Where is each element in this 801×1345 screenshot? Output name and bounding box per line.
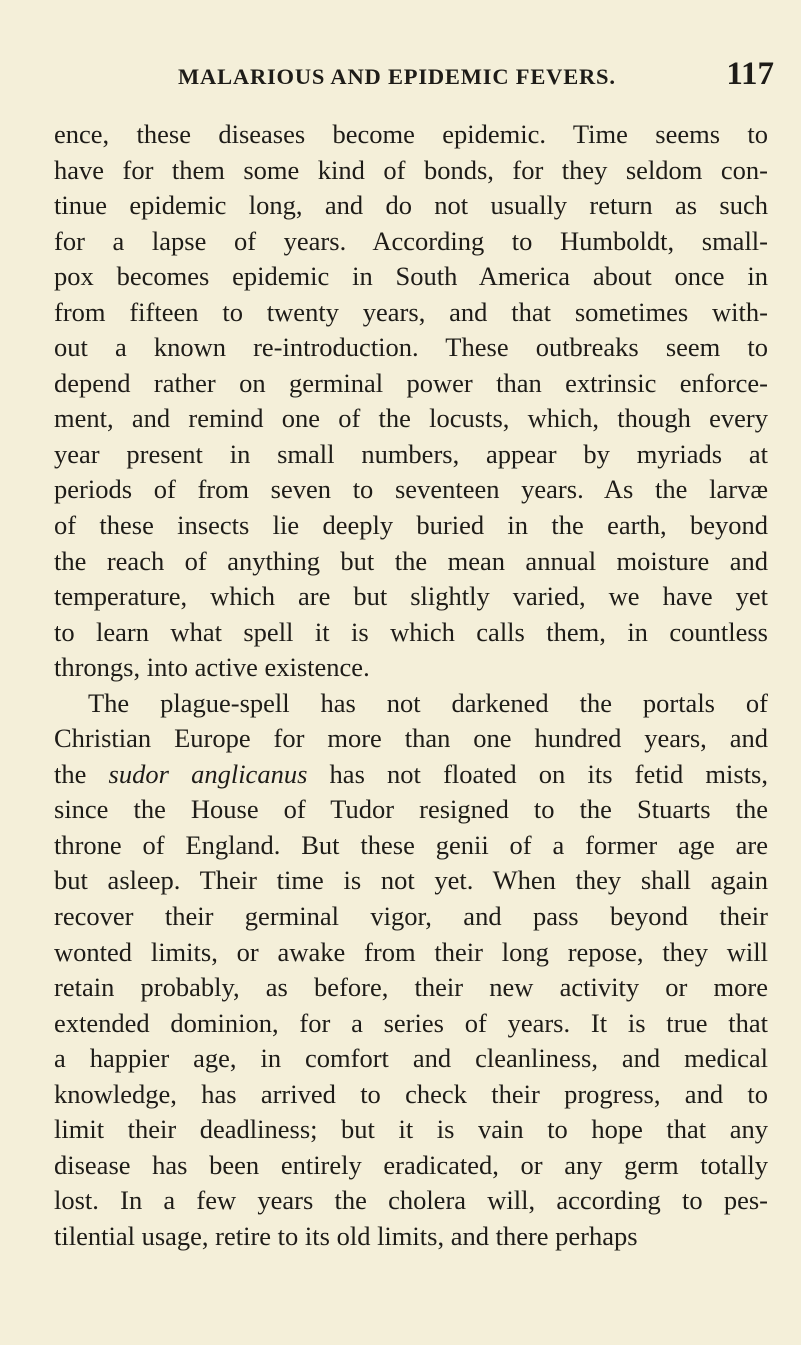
text-line: throne of England. But these genii of a former age are <box>54 829 768 860</box>
text-line: the reach of anything but the mean annual moisture and <box>54 545 768 576</box>
text-line: a happier age, in comfort and cleanliness, and medical <box>54 1043 768 1074</box>
text-line: but asleep. Their time is not yet. When they shall again <box>54 865 768 896</box>
text-line: limit their deadliness; but it is vain to hope that any <box>54 1114 768 1145</box>
text-line: tinue epidemic long, and do not usually return as such <box>54 190 768 221</box>
text-line: to learn what spell it is which calls them, in countless <box>54 616 768 647</box>
text-line: depend rather on germinal power than extrinsic enforce- <box>54 367 768 398</box>
page-number: 117 <box>726 56 774 92</box>
text-line: tilential usage, retire to its old limits, and there perhaps <box>54 1220 638 1251</box>
text-line: of these insects lie deeply buried in the earth, beyond <box>54 510 768 541</box>
text-line: have for them some kind of bonds, for they seldom con- <box>54 154 768 185</box>
text-line: the sudor anglicanus has not floated on its fetid mists, <box>54 758 768 789</box>
text-line: from fifteen to twenty years, and that sometimes with- <box>54 296 768 327</box>
text-line: retain probably, as before, their new activity or more <box>54 972 768 1003</box>
text-line: periods of from seven to seventeen years. As the larvæ <box>54 474 768 505</box>
text-line: recover their germinal vigor, and pass beyond their <box>54 901 768 932</box>
text-line: The plague-spell has not darkened the portals of <box>88 687 768 718</box>
text-line: lost. In a few years the cholera will, according to pes- <box>54 1185 768 1216</box>
text-line: out a known re-introduction. These outbreaks seem to <box>54 332 768 363</box>
running-head <box>54 58 774 98</box>
text-line: wonted limits, or awake from their long repose, they will <box>54 936 768 967</box>
body-text <box>54 117 768 1255</box>
text-line: knowledge, has arrived to check their progress, and to <box>54 1078 768 1109</box>
text-line: for a lapse of years. According to Humboldt, small- <box>54 225 768 256</box>
text-line: year present in small numbers, appear by myriads at <box>54 438 768 469</box>
text-line: throngs, into active existence. <box>54 652 370 683</box>
text-line: ment, and remind one of the locusts, which, though every <box>54 403 768 434</box>
text-line: disease has been entirely eradicated, or any germ totally <box>54 1149 768 1180</box>
text-line: Christian Europe for more than one hundred years, and <box>54 723 768 754</box>
text-line: pox becomes epidemic in South America about once in <box>54 261 768 292</box>
text-line: temperature, which are but slightly varied, we have yet <box>54 581 768 612</box>
text-line: ence, these diseases become epidemic. Time seems to <box>54 119 768 149</box>
text-line: since the House of Tudor resigned to the Stuarts the <box>54 794 768 825</box>
running-title: MALARIOUS AND EPIDEMIC FEVERS. <box>178 64 616 89</box>
text-line: extended dominion, for a series of years. It is true that <box>54 1007 768 1038</box>
